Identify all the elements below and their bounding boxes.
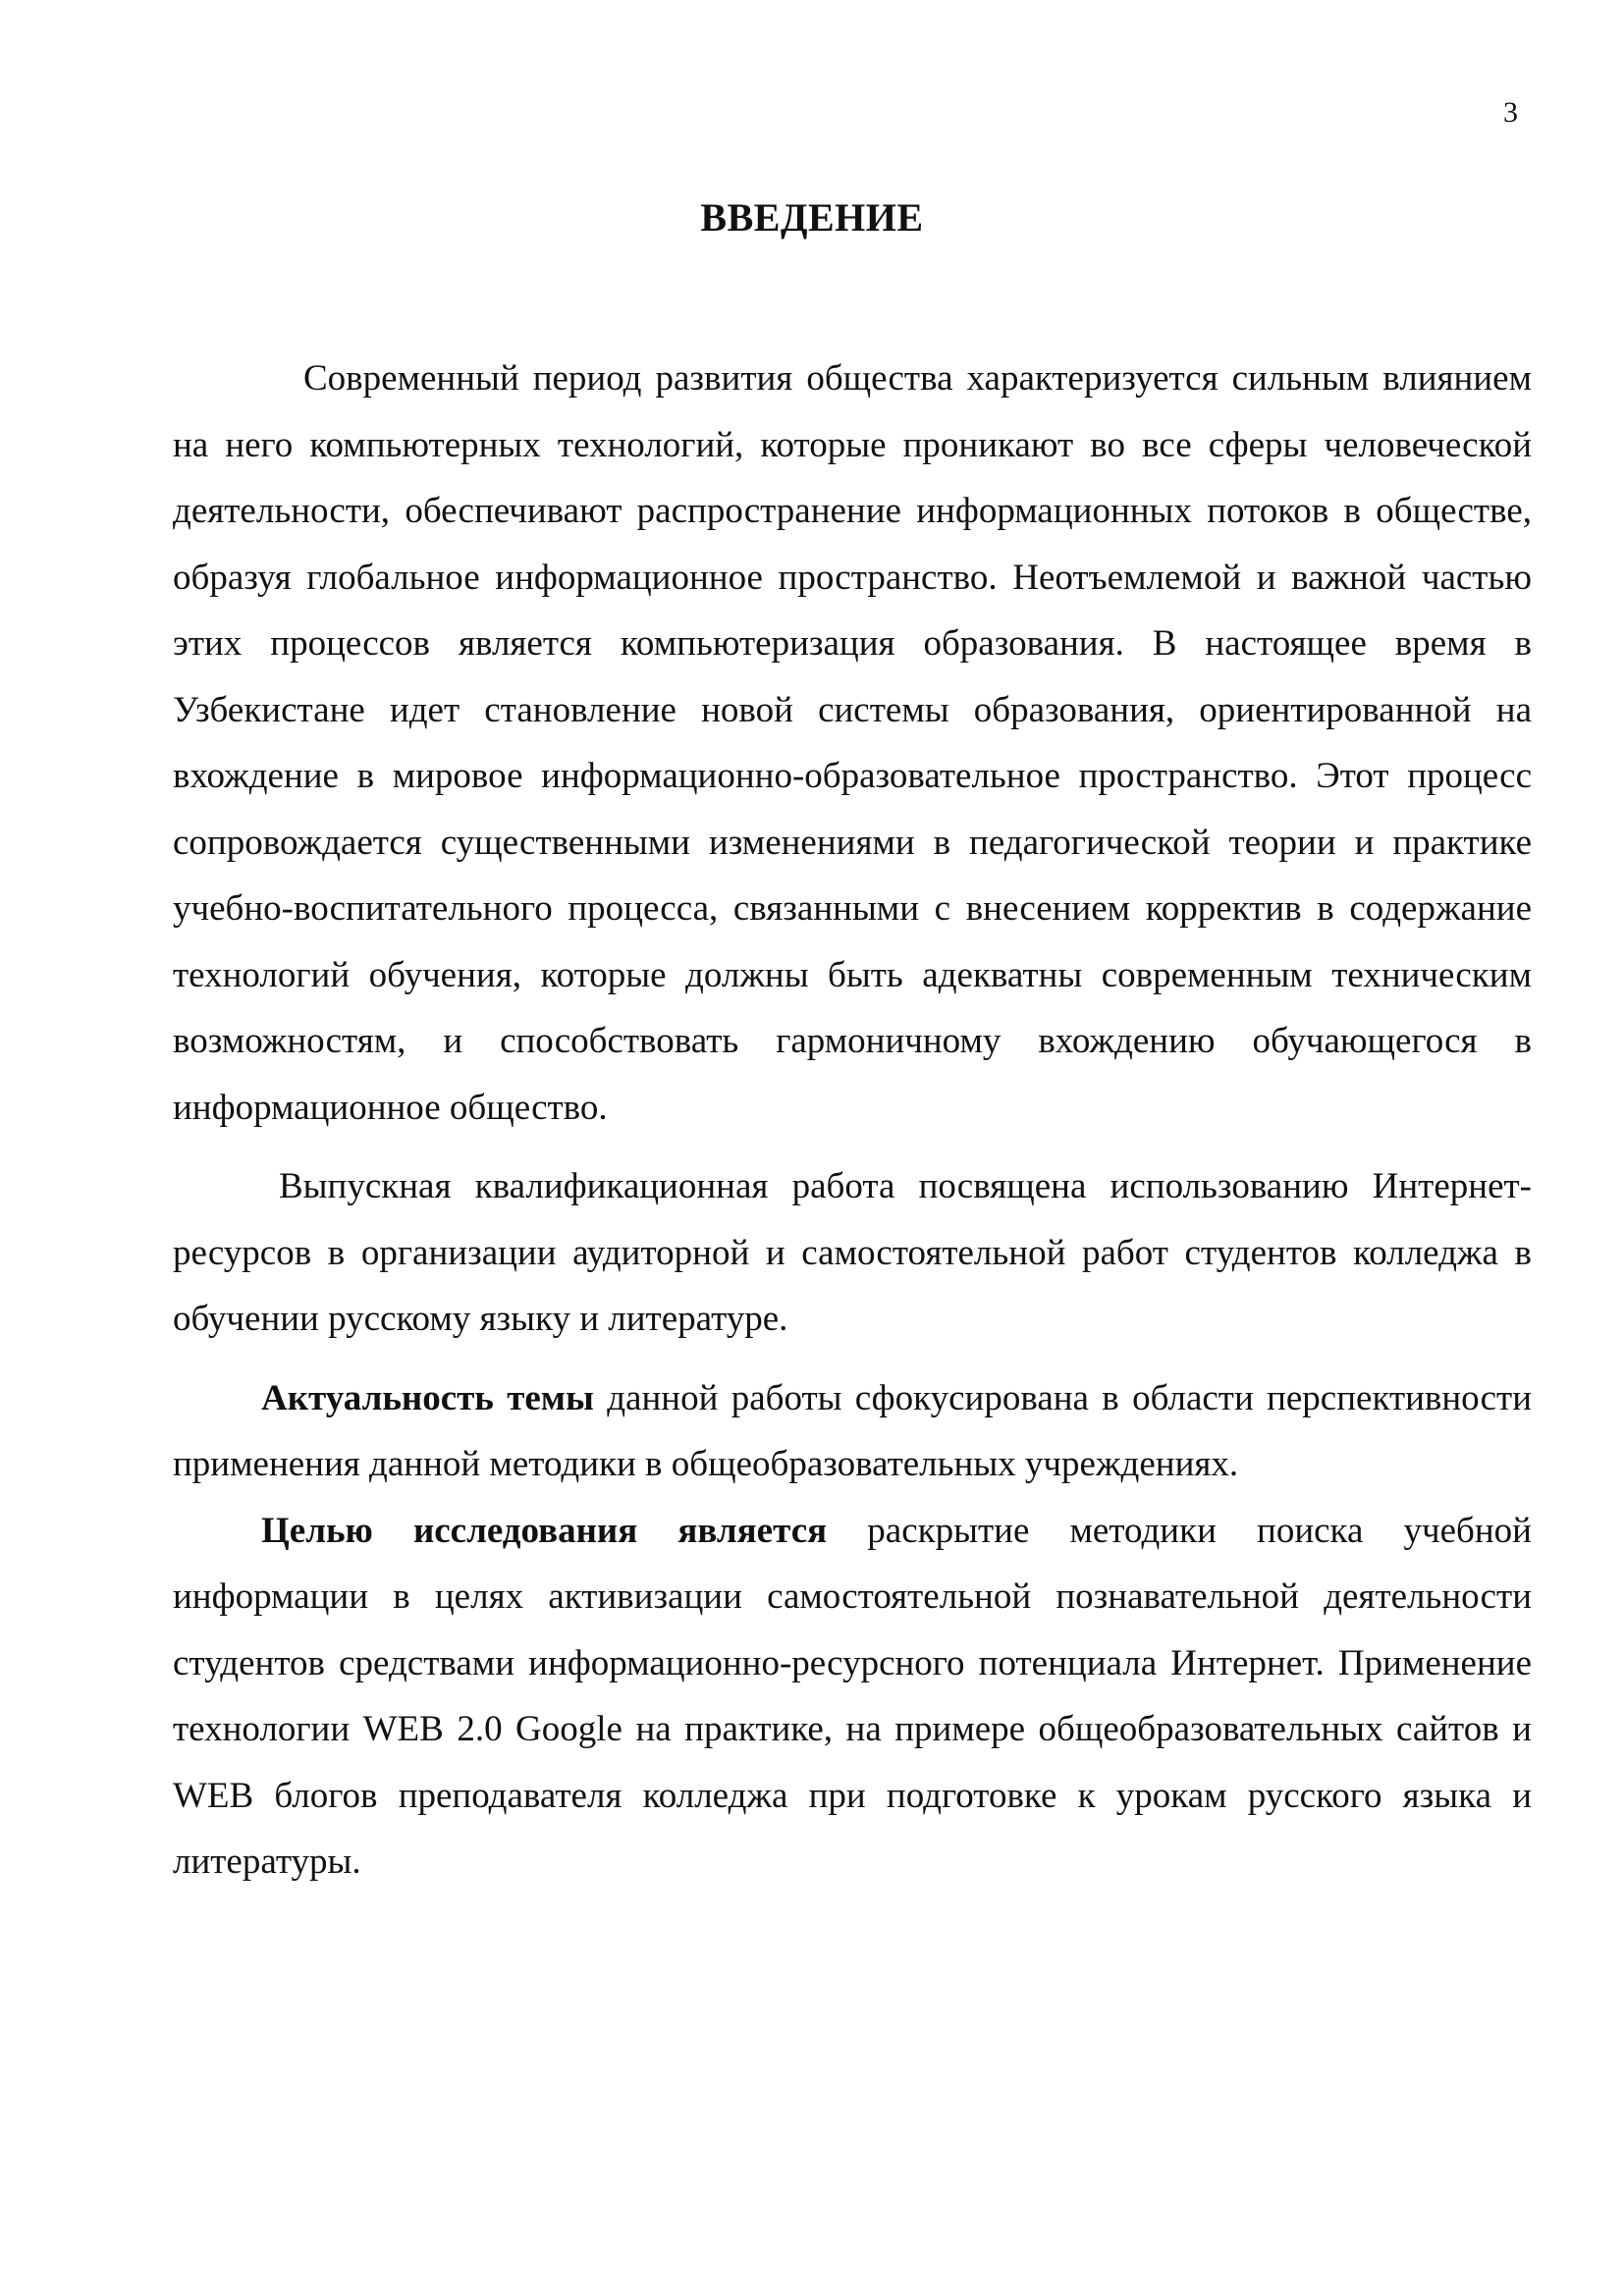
relevance-text: данной работы сфокусирована в области перспективности применения данной методики в общеобразовательных учреждениях. xyxy=(173,1377,1533,1484)
paragraph-intro: Современный период развития общества характеризуется сильным влиянием на него компьютерных технологий, которые проникают во все сферы человеческой деятельности, обеспечивают распространение информационных потоков в обществе, образуя глобальное информационное пространство. Неотъемлемой и важной частью этих процессов является компьютеризация образования. В настоящее время в Узбекистане идет становление новой системы образования, ориентированной на вхождение в мировое информационно-образовательное пространство. Этот процесс сопровождается существенными изменениями в педагогической теории и практике учебно-воспитательного процесса, связанными с внесением корректив в содержание технологий обучения, которые должны быть адекватны современным техническим возможностям, и способствовать гармоничному вхождению обучающегося в информационное общество. xyxy=(173,358,1532,1128)
research-goal-heading: Целью исследования является xyxy=(261,1510,828,1551)
paragraph-research-goal xyxy=(173,1498,1532,1896)
page-number: 3 xyxy=(1503,96,1518,129)
research-goal-text: раскрытие методики поиска учебной информации в целях активизации самостоятельной познавательной деятельности студентов средствами информационно-ресурсного потенциала Интернет. Применение технологии WEB 2.0 Google на практике, на примере общеобразовательных сайтов и WEB блогов преподавателя колледжа при подготовке к урокам русского языка и литературы. xyxy=(173,1510,1532,1882)
document-body xyxy=(173,346,1532,1896)
section-title: ВВЕДЕНИЕ xyxy=(700,195,924,240)
paragraph-relevance xyxy=(173,1365,1532,1498)
paragraph-thesis-topic: Выпускная квалификационная работа посвящена использованию Интернет-ресурсов в организации аудиторной и самостоятельной работ студентов колледжа в обучении русскому языку и литературе. xyxy=(173,1166,1532,1339)
relevance-heading: Актуальность темы xyxy=(261,1377,594,1418)
